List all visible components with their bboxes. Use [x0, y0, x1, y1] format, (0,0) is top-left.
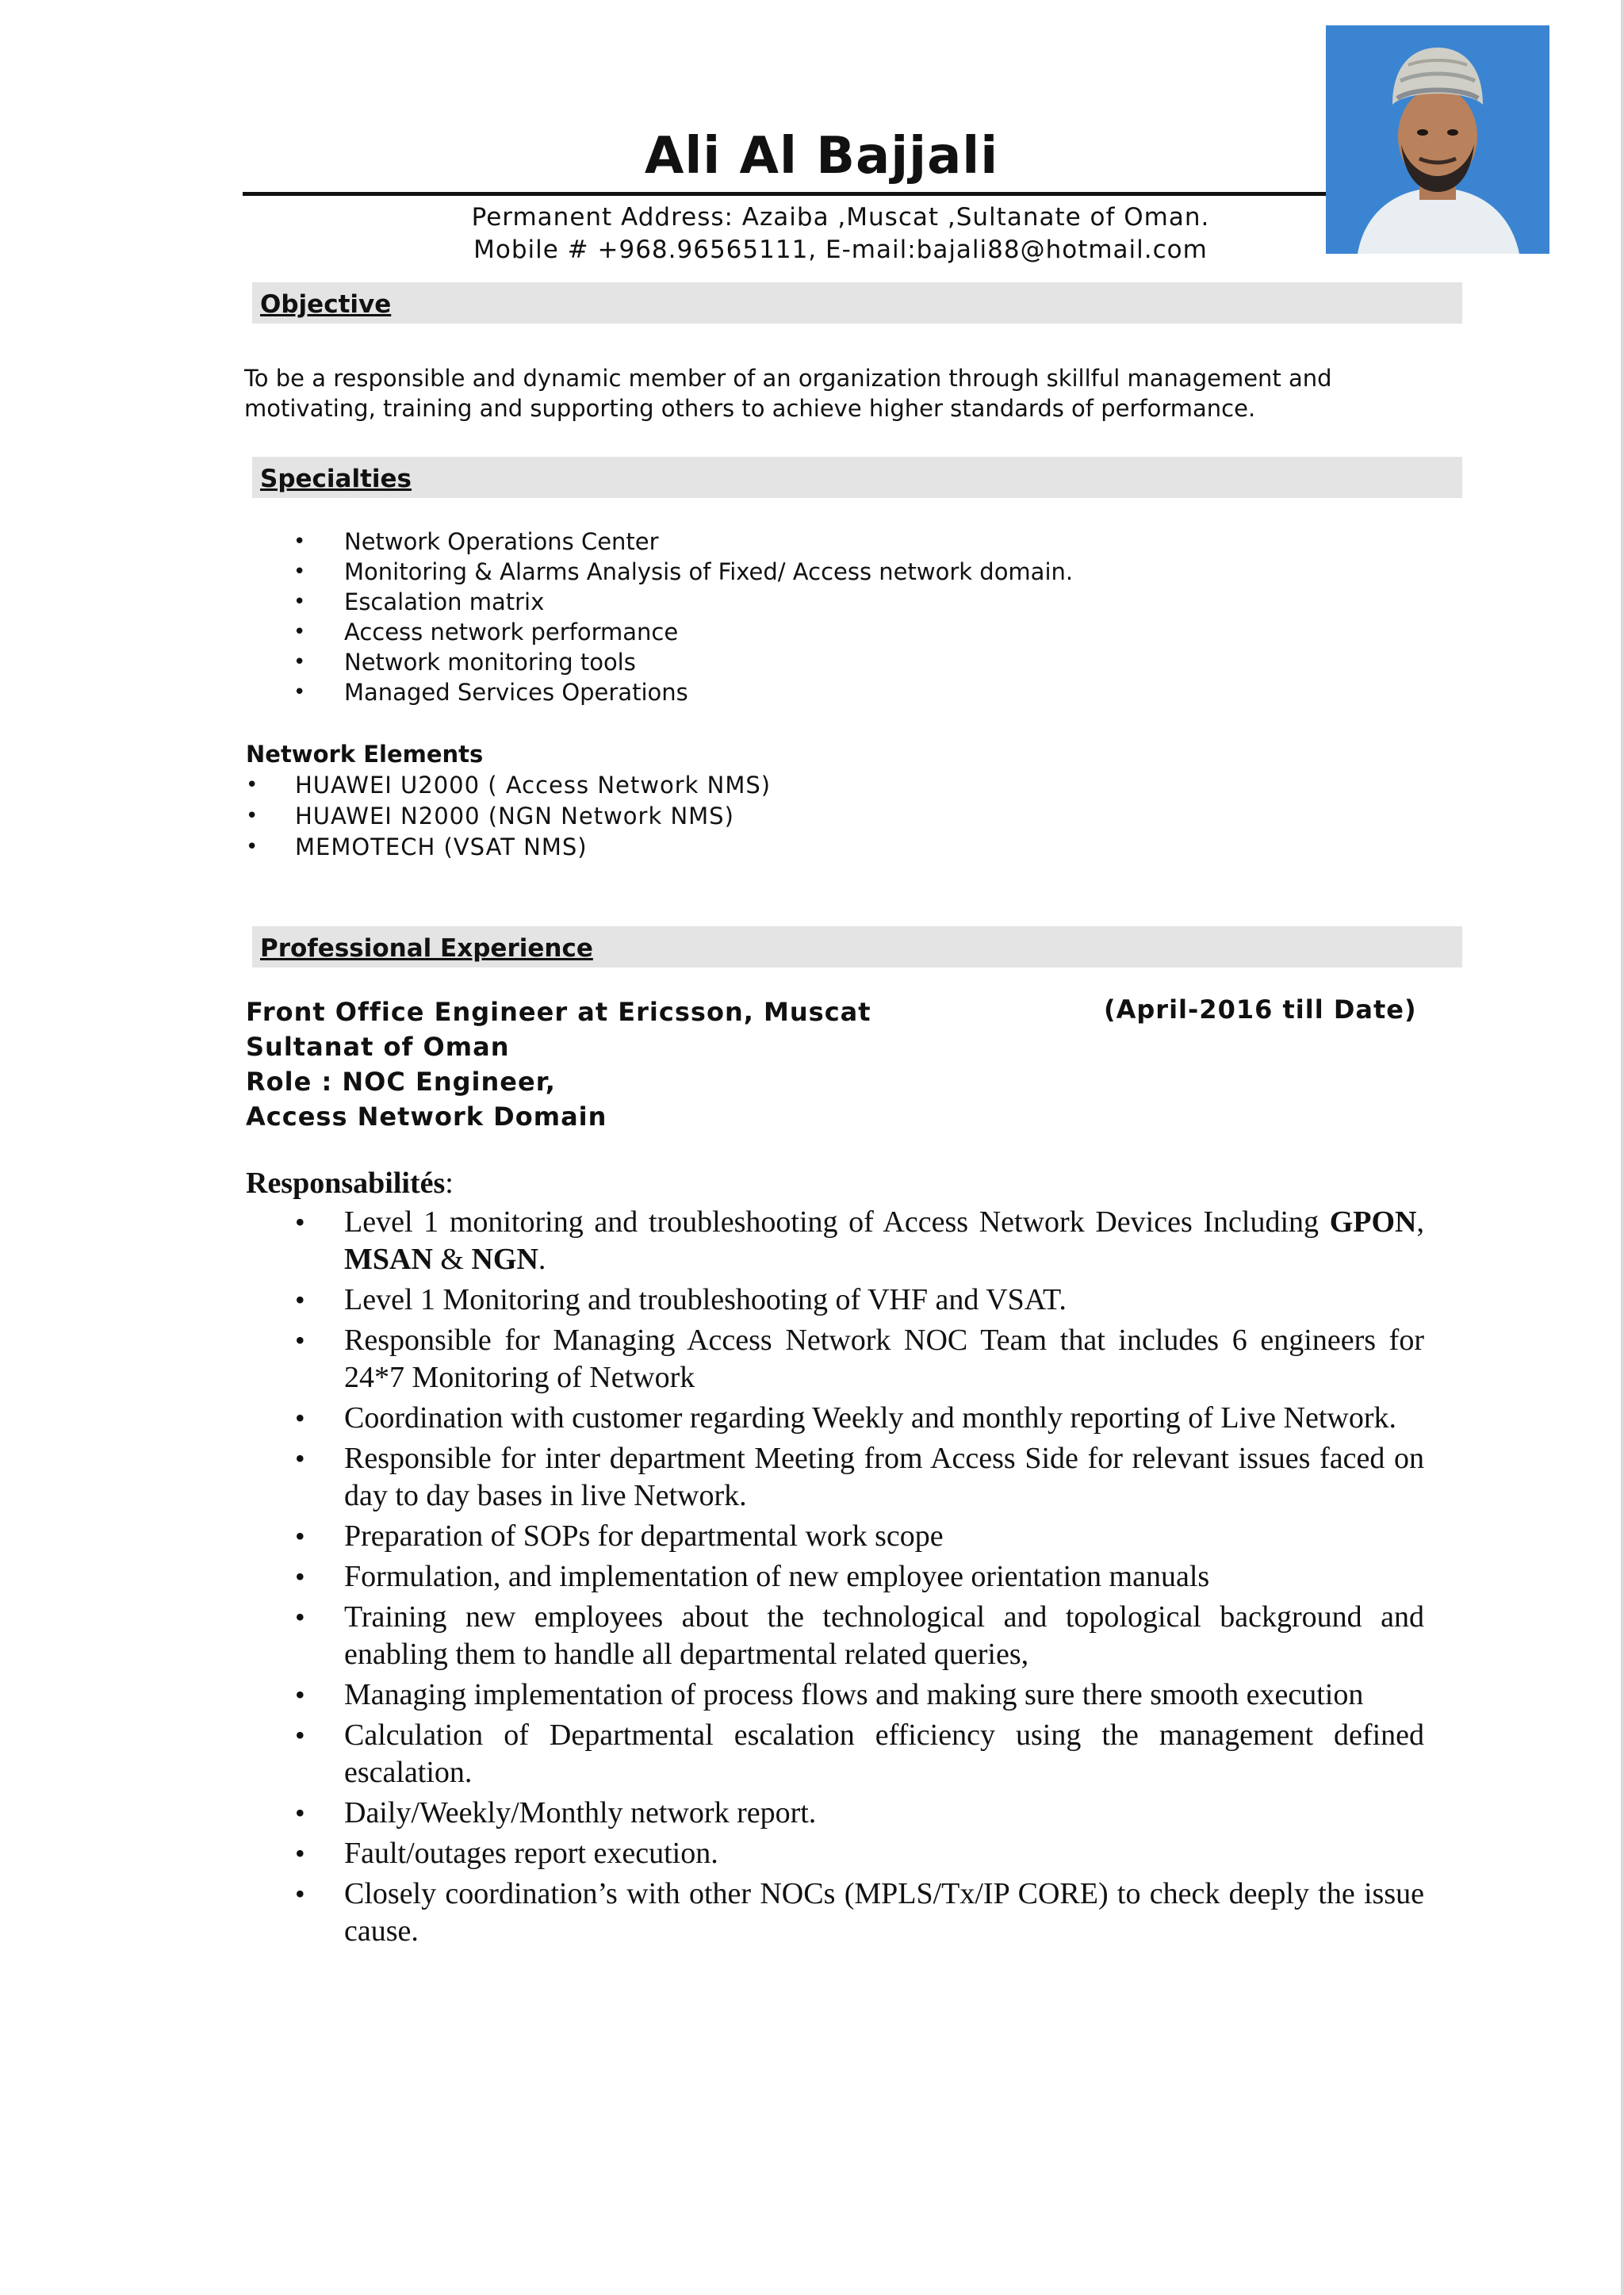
specialties-section-header: [252, 457, 1462, 498]
responsibilities-heading: [246, 1166, 454, 1201]
responsibilities-heading-text: Responsabilités: [246, 1167, 446, 1200]
gpon-text: GPON: [1329, 1205, 1417, 1239]
resp-first-end: .: [538, 1243, 546, 1276]
ngn-text: NGN: [471, 1243, 538, 1276]
experience-section-header: [252, 926, 1462, 967]
specialties-heading: Specialties: [260, 465, 412, 493]
list-item: • Network monitoring tools: [293, 647, 1073, 677]
list-item: • Network Operations Center: [293, 527, 1073, 557]
list-item: [295, 1204, 1424, 1278]
resp-first-sep2: &: [432, 1243, 472, 1276]
list-item: • Coordination with customer regarding Weekly and monthly reporting of Live Network.: [295, 1400, 1424, 1437]
list-item: • Fault/outages report execution.: [295, 1835, 1424, 1872]
list-item: • Escalation matrix: [293, 587, 1073, 617]
responsibilities-heading-colon: :: [445, 1167, 454, 1200]
list-item: • MEMOTECH (VSAT NMS): [246, 832, 771, 863]
list-item: • Responsible for inter department Meeting from Access Side for relevant issues faced on day to day bases in live Network.: [295, 1440, 1424, 1515]
job-dates: (April-2016 till Date): [1104, 994, 1417, 1025]
job-details: [246, 994, 871, 1134]
list-item: • Preparation of SOPs for departmental work scope: [295, 1518, 1424, 1555]
list-item: • Managed Services Operations: [293, 677, 1073, 707]
list-item: • Calculation of Departmental escalation efficiency using the management defined escalation.: [295, 1717, 1424, 1791]
list-item: • Responsible for Managing Access Network NOC Team that includes 6 engineers for 24*7 Monitoring of Network: [295, 1322, 1424, 1397]
job-country: Sultanat of Oman: [246, 1032, 510, 1062]
job-domain: Access Network Domain: [246, 1102, 607, 1132]
resp-first-prefix: Level 1 monitoring and troubleshooting of Access Network Devices Including: [344, 1205, 1330, 1239]
msan-text: MSAN: [344, 1243, 433, 1276]
list-item: • Access network performance: [293, 617, 1073, 647]
list-item: • HUAWEI U2000 ( Access Network NMS): [246, 770, 771, 801]
contact-line: Mobile # +968.96565111, E-mail:bajali88@hotmail.com: [473, 236, 1208, 264]
list-item: • Closely coordination’s with other NOCs (MPLS/Tx/IP CORE) to check deeply the issue cause.: [295, 1875, 1424, 1950]
specialties-list: [293, 527, 1073, 707]
list-item: • HUAWEI N2000 (NGN Network NMS): [246, 801, 771, 832]
network-elements-heading: Network Elements: [246, 741, 484, 768]
list-item: • Managing implementation of process flows and making sure there smooth execution: [295, 1676, 1424, 1714]
address-line: Permanent Address: Azaiba ,Muscat ,Sultanate of Oman.: [471, 203, 1210, 232]
objective-heading: Objective: [260, 290, 392, 319]
list-item: • Monitoring & Alarms Analysis of Fixed/ Access network domain.: [293, 557, 1073, 587]
experience-heading: Professional Experience: [260, 934, 593, 963]
job-role: Role : NOC Engineer,: [246, 1067, 556, 1097]
list-item: • Daily/Weekly/Monthly network report.: [295, 1795, 1424, 1832]
page-edge: [1621, 0, 1624, 2295]
job-title: Front Office Engineer at Ericsson, Muscat: [246, 997, 871, 1027]
list-item: • Formulation, and implementation of new employee orientation manuals: [295, 1558, 1424, 1596]
resp-first-sep1: ,: [1416, 1205, 1424, 1239]
list-item: • Level 1 Monitoring and troubleshooting of VHF and VSAT.: [295, 1282, 1424, 1319]
name-underline: [243, 192, 1326, 196]
objective-text: To be a responsible and dynamic member of an organization through skillful management and motivating, training and supporting others to achieve higher standards of performance.: [244, 365, 1332, 422]
responsibilities-list: [295, 1204, 1424, 1953]
network-elements-list: [246, 770, 771, 863]
objective-section-header: [252, 282, 1462, 324]
candidate-name: Ali Al Bajjali: [644, 127, 999, 186]
list-item: • Training new employees about the technological and topological background and enabling them to handle all departmental related queries,: [295, 1599, 1424, 1673]
